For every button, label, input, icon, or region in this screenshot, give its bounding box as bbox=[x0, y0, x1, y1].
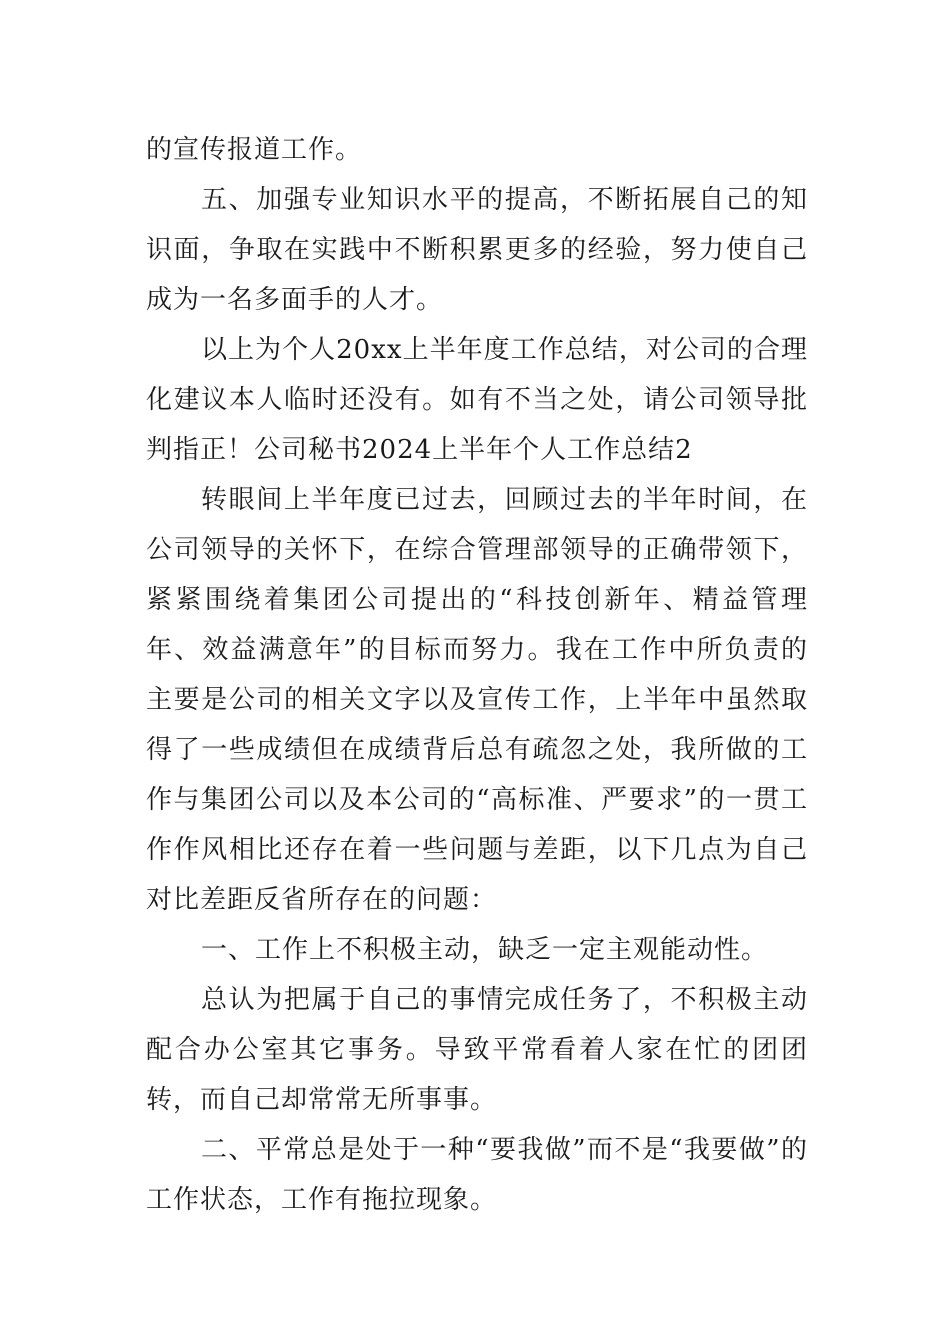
paragraph-continuation: 的宣传报道工作。 bbox=[146, 135, 363, 165]
paragraph-review-intro: 转眼间上半年度已过去，回顾过去的半年时间，在公司领导的关怀下，在综合管理部领导的正确带领下，紧紧围绕着集团公司提出的“科技创新年、精益管理年、效益满意年”的目标而努力。我在工作中所负责的主要是公司的相关文字以及宣传工作，上半年中虽然取得了一些成绩但在成绩背后总有疏忽之处，我所做的工作与集团公司以及本公司的“高标准、严要求”的一贯工作作风相比还存在着一些问题与差距，以下几点为自己对比差距反省所存在的问题： bbox=[146, 485, 808, 915]
document-body bbox=[146, 125, 808, 1225]
paragraph-item-five: 五、加强专业知识水平的提高，不断拓展自己的知识面，争取在实践中不断积累更多的经验，努力使自己成为一名多面手的人才。 bbox=[146, 185, 808, 315]
paragraph-issue-one-heading: 一、工作上不积极主动，缺乏一定主观能动性。 bbox=[201, 935, 769, 965]
paragraph-conclusion: 以上为个人20xx上半年度工作总结，对公司的合理化建议本人临时还没有。如有不当之处，请公司领导批判指正！公司秘书2024上半年个人工作总结2 bbox=[146, 335, 808, 465]
paragraph-issue-one-detail: 总认为把属于自己的事情完成任务了，不积极主动配合办公室其它事务。导致平常看着人家在忙的团团转，而自己却常常无所事事。 bbox=[146, 985, 808, 1115]
paragraph-issue-two-heading: 二、平常总是处于一种“要我做”而不是“我要做”的工作状态，工作有拖拉现象。 bbox=[146, 1135, 808, 1215]
